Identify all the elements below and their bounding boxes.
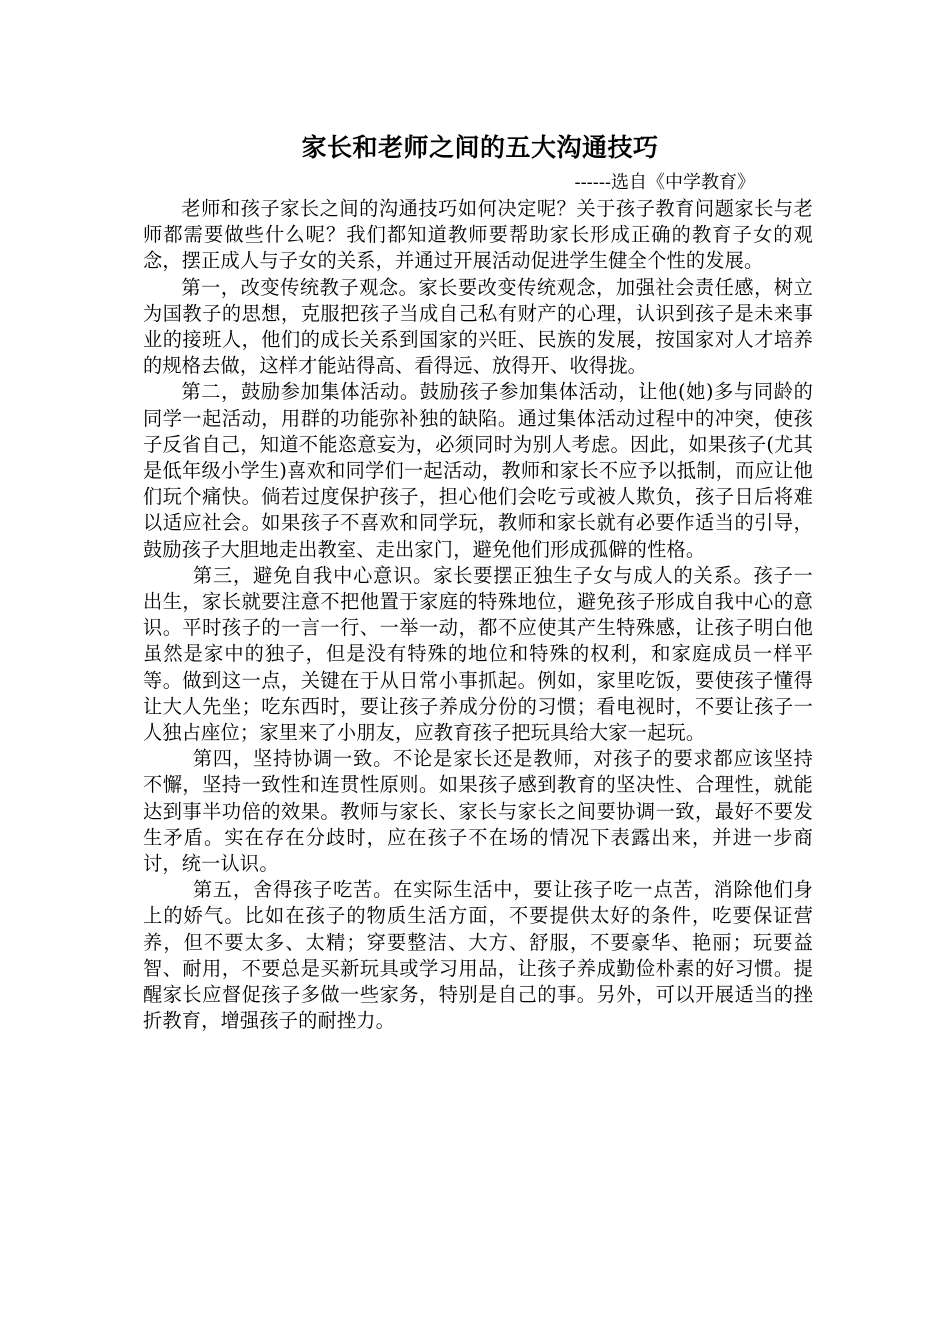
paragraph-third: 第三，避免自我中心意识。家长要摆正独生子女与成人的关系。孩子一出生，家长就要注意不把他置于家庭的特殊地位，避免孩子形成自我中心的意识。平时孩子的一言一行、一举一动，都不应使其产生特殊感，让孩子明白他虽然是家中的独子，但是没有特殊的地位和特殊的权利，和家庭成员一样平等。做到这一点，关键在于从日常小事抓起。例如，家里吃饭，要使孩子懂得让大人先坐；吃东西时，要让孩子养成分份的习惯；看电视时，不要让孩子一人独占座位；家里来了小朋友，应教育孩子把玩具给大家一起玩。 <box>143 563 813 745</box>
document-title: 家长和老师之间的五大沟通技巧 <box>301 133 659 162</box>
paragraph-intro: 老师和孩子家长之间的沟通技巧如何决定呢？关于孩子教育问题家长与老师都需要做些什么呢？我们都知道教师要帮助家长形成正确的教育子女的观念，摆正成人与子女的关系，并通过开展活动促进学生健全个性的发展。 <box>143 197 813 273</box>
paragraph-first: 第一，改变传统教子观念。家长要改变传统观念，加强社会责任感，树立为国教子的思想，克服把孩子当成自己私有财产的心理，认识到孩子是未来事业的接班人，他们的成长关系到国家的兴旺、民族的发展，按国家对人才培养的规格去做，这样才能站得高、看得远、放得开、收得拢。 <box>143 275 813 378</box>
paragraph-second: 第二，鼓励参加集体活动。鼓励孩子参加集体活动，让他(她)多与同龄的同学一起活动，用群的功能弥补独的缺陷。通过集体活动过程中的冲突，使孩子反省自己，知道不能恣意妄为，必须同时为别人考虑。因此，如果孩子(尤其是低年级小学生)喜欢和同学们一起活动，教师和家长不应予以抵制，而应让他们玩个痛快。倘若过度保护孩子，担心他们会吃亏或被人欺负，孩子日后将难以适应社会。如果孩子不喜欢和同学玩，教师和家长就有必要作适当的引导，鼓励孩子大胆地走出教室、走出家门，避免他们形成孤僻的性格。 <box>143 380 813 561</box>
paragraph-fourth: 第四，坚持协调一致。不论是家长还是教师，对孩子的要求都应该坚持不懈，坚持一致性和连贯性原则。如果孩子感到教育的坚决性、合理性，就能达到事半功倍的效果。教师与家长、家长与家长之间要协调一致，最好不要发生矛盾。实在存在分歧时，应在孩子不在场的情况下表露出来，并进一步商讨，统一认识。 <box>143 747 813 876</box>
document-page <box>143 128 813 1035</box>
paragraph-fifth: 第五，舍得孩子吃苦。在实际生活中，要让孩子吃一点苦，消除他们身上的娇气。比如在孩子的物质生活方面，不要提供太好的条件，吃要保证营养，但不要太多、太精；穿要整洁、大方、舒服，不要豪华、艳丽；玩要益智、耐用，不要总是买新玩具或学习用品，让孩子养成勤俭朴素的好习惯。提醒家长应督促孩子多做一些家务，特别是自己的事。另外，可以开展适当的挫折教育，增强孩子的耐挫力。 <box>143 878 813 1033</box>
source-line: ------选自《中学教育》 <box>574 172 755 193</box>
